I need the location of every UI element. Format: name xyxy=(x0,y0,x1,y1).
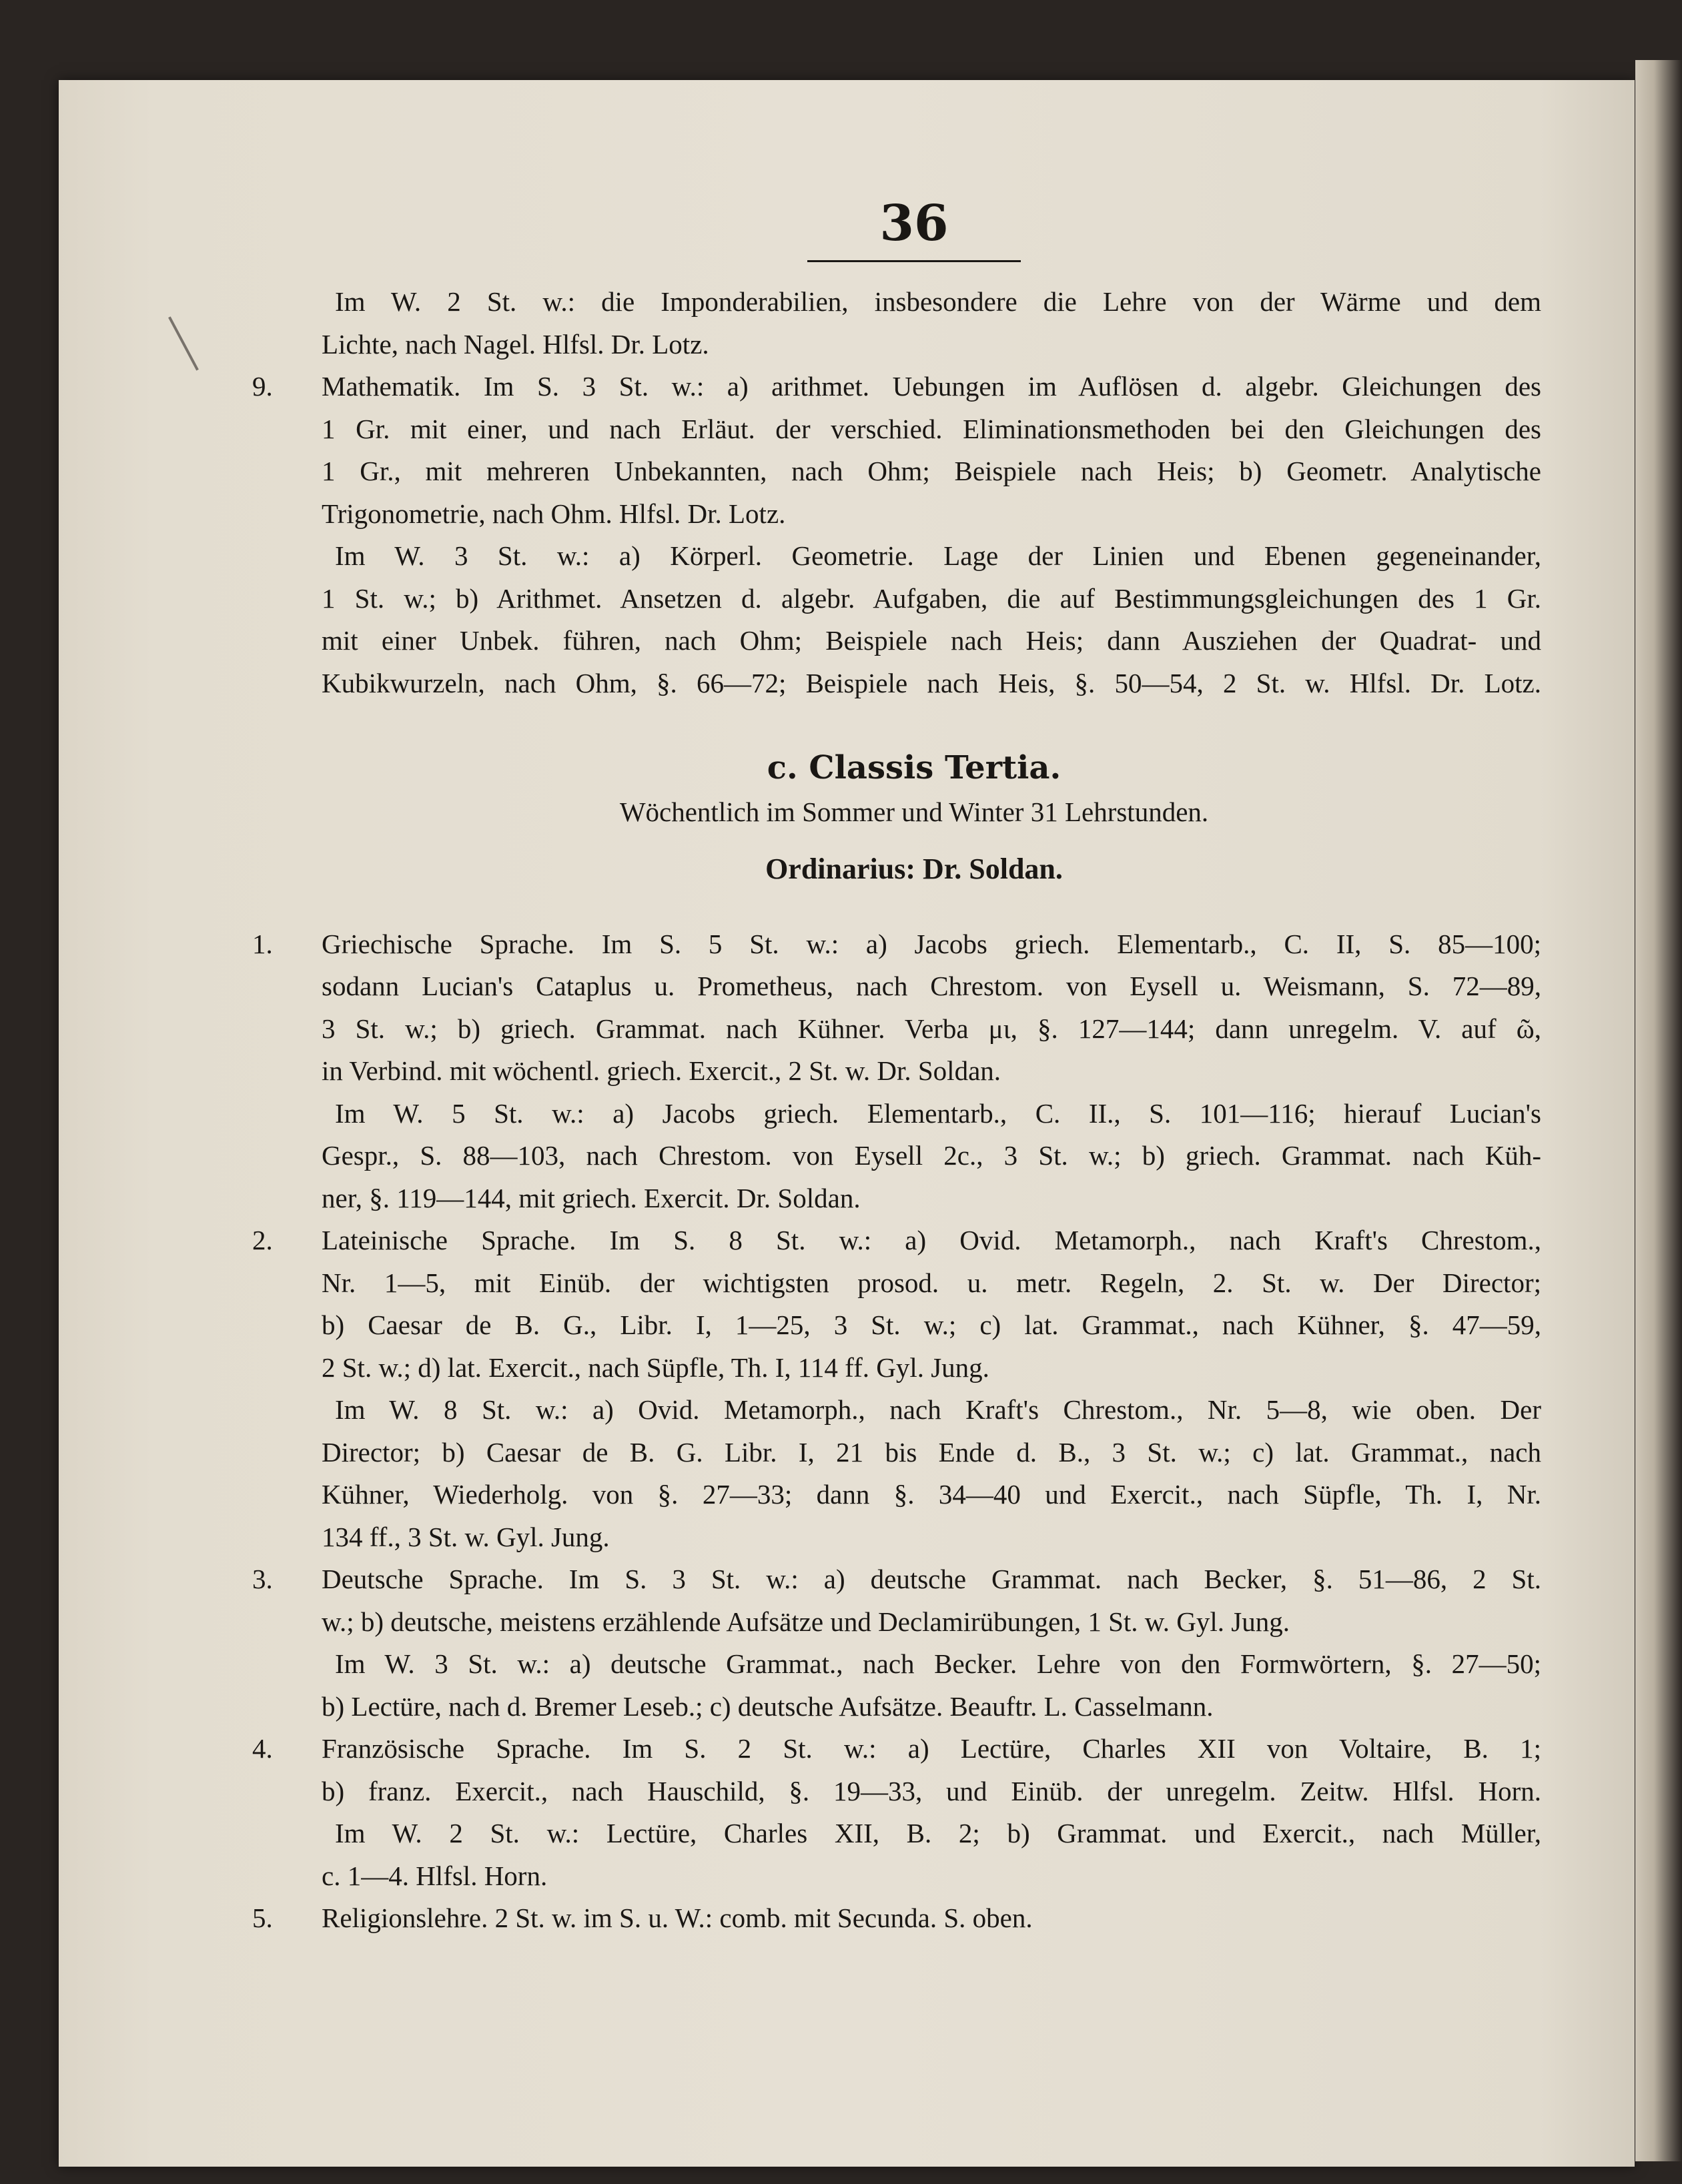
subject-line xyxy=(252,1728,1541,1770)
text-line: Im W. 3 St. w.: a) Körperl. Geometrie. Lage der Linien und Ebenen gegeneinander, xyxy=(335,540,1541,571)
subject-number: 5. xyxy=(252,1902,273,1933)
section-subtitle: Wöchentlich im Sommer und Winter 31 Lehrstunden. xyxy=(619,796,1209,827)
text-line: Director; b) Caesar de B. G. Libr. I, 21 bis Ende d. B., 3 St. w.; c) lat. Grammat., nach xyxy=(322,1436,1541,1468)
page-number-rule xyxy=(807,260,1021,262)
page-number: 36 xyxy=(879,195,949,252)
subject-line xyxy=(252,366,1541,408)
line-text: Deutsche Sprache. Im S. 3 St. w.: a) deutsche Grammat. nach Becker, §. 51—86, 2 St. xyxy=(322,1564,1541,1594)
subject-number: 2. xyxy=(252,1225,273,1255)
text-line: 3 St. w.; b) griech. Grammat. nach Kühner. Verba μι, §. 127—144; dann unregelm. V. auf ῶ, xyxy=(322,1013,1541,1044)
line-text: Französische Sprache. Im S. 2 St. w.: a) Lectüre, Charles XII von Voltaire, B. 1; xyxy=(322,1733,1541,1764)
text-line: w.; b) deutsche, meistens erzählende Aufsätze und Declamirübungen, 1 St. w. Gyl. Jung. xyxy=(322,1606,1290,1637)
text-line: c. 1—4. Hlfsl. Horn. xyxy=(322,1860,548,1891)
text-line: Kubikwurzeln, nach Ohm, §. 66—72; Beispiele nach Heis, §. 50—54, 2 St. w. Hlfsl. Dr. Lotz. xyxy=(322,667,1541,698)
text-line: 134 ff., 3 St. w. Gyl. Jung. xyxy=(322,1521,610,1552)
text-line: sodann Lucian's Cataplus u. Prometheus, nach Chrestom. von Eysell u. Weismann, S. 72—89, xyxy=(322,971,1541,1001)
line-text: Lateinische Sprache. Im S. 8 St. w.: a) Ovid. Metamorph., nach Kraft's Chrestom., xyxy=(322,1225,1541,1255)
text-line: b) franz. Exercit., nach Hauschild, §. 19—33, und Einüb. der unregelm. Zeitw. Hlfsl. Horn. xyxy=(322,1775,1541,1806)
subject-line xyxy=(252,1219,1541,1262)
text-line: mit einer Unbek. führen, nach Ohm; Beispiele nach Heis; dann Ausziehen der Quadrat- und xyxy=(322,625,1541,656)
line-text: Griechische Sprache. Im S. 5 St. w.: a) Jacobs griech. Elementarb., C. II, S. 85—100; xyxy=(322,928,1541,959)
subject-number: 9. xyxy=(252,371,273,402)
line-text: Religionslehre. 2 St. w. im S. u. W.: comb. mit Secunda. S. oben. xyxy=(322,1902,1033,1933)
next-page-edge xyxy=(1635,60,1682,2161)
text-line: ner, §. 119—144, mit griech. Exercit. Dr. Soldan. xyxy=(322,1182,861,1213)
page-content xyxy=(252,193,1541,1940)
line-text: Mathematik. Im S. 3 St. w.: a) arithmet. Uebungen im Auflösen d. algebr. Gleichungen des xyxy=(322,371,1541,402)
text-line: 2 St. w.; d) lat. Exercit., nach Süpfle, Th. I, 114 ff. Gyl. Jung. xyxy=(322,1351,989,1383)
text-line: Im W. 8 St. w.: a) Ovid. Metamorph., nach Kraft's Chrestom., Nr. 5—8, wie oben. Der xyxy=(335,1394,1541,1425)
text-line: Im W. 2 St. w.: die Imponderabilien, insbesondere die Lehre von der Wärme und dem xyxy=(335,286,1541,317)
text-line: Im W. 5 St. w.: a) Jacobs griech. Elementarb., C. II., S. 101—116; hierauf Lucian's xyxy=(335,1097,1541,1129)
text-line: 1 St. w.; b) Arithmet. Ansetzen d. algebr. Aufgaben, die auf Bestimmungsgleichungen des 1 Gr. xyxy=(322,582,1541,614)
text-line: Im W. 3 St. w.: a) deutsche Grammat., nach Becker. Lehre von den Formwörtern, §. 27—50; xyxy=(335,1648,1541,1679)
text-line: Gespr., S. 88—103, nach Chrestom. von Eysell 2c., 3 St. w.; b) griech. Grammat. nach Küh- xyxy=(322,1140,1541,1171)
text-line: Im W. 2 St. w.: Lectüre, Charles XII, B. 2; b) Grammat. und Exercit., nach Müller, xyxy=(335,1818,1541,1848)
text-line: 1 Gr. mit einer, und nach Erläut. der verschied. Eliminationsmethoden bei den Gleichungen des xyxy=(322,413,1541,444)
section-ordinarius: Ordinarius: Dr. Soldan. xyxy=(765,852,1063,885)
text-line: Lichte, nach Nagel. Hlfsl. Dr. Lotz. xyxy=(322,328,709,360)
text-line: Trigonometrie, nach Ohm. Hlfsl. Dr. Lotz. xyxy=(322,498,786,529)
subject-number: 4. xyxy=(252,1733,273,1764)
text-line: Nr. 1—5, mit Einüb. der wichtigsten prosod. u. metr. Regeln, 2. St. w. Der Director; xyxy=(322,1267,1541,1298)
subject-line xyxy=(252,1897,1541,1940)
subject-number: 3. xyxy=(252,1564,273,1594)
subject-line xyxy=(252,1558,1541,1601)
text-line: Kühner, Wiederholg. von §. 27—33; dann §. 34—40 und Exercit., nach Süpfle, Th. I, Nr. xyxy=(322,1479,1541,1510)
text-line: 1 Gr., mit mehreren Unbekannten, nach Ohm; Beispiele nach Heis; b) Geometr. Analytische xyxy=(322,456,1541,486)
text-line: in Verbind. mit wöchentl. griech. Exercit., 2 St. w. Dr. Soldan. xyxy=(322,1055,1001,1086)
paper-scratch-mark xyxy=(168,316,199,370)
section-title: c. Classis Tertia. xyxy=(767,749,1062,786)
subject-number: 1. xyxy=(252,928,273,959)
subject-line xyxy=(252,923,1541,966)
text-line: b) Caesar de B. G., Libr. I, 1—25, 3 St. w.; c) lat. Grammat., nach Kühner, §. 47—59, xyxy=(322,1309,1541,1340)
text-line: b) Lectüre, nach d. Bremer Leseb.; c) deutsche Aufsätze. Beauftr. L. Casselmann. xyxy=(322,1690,1214,1722)
